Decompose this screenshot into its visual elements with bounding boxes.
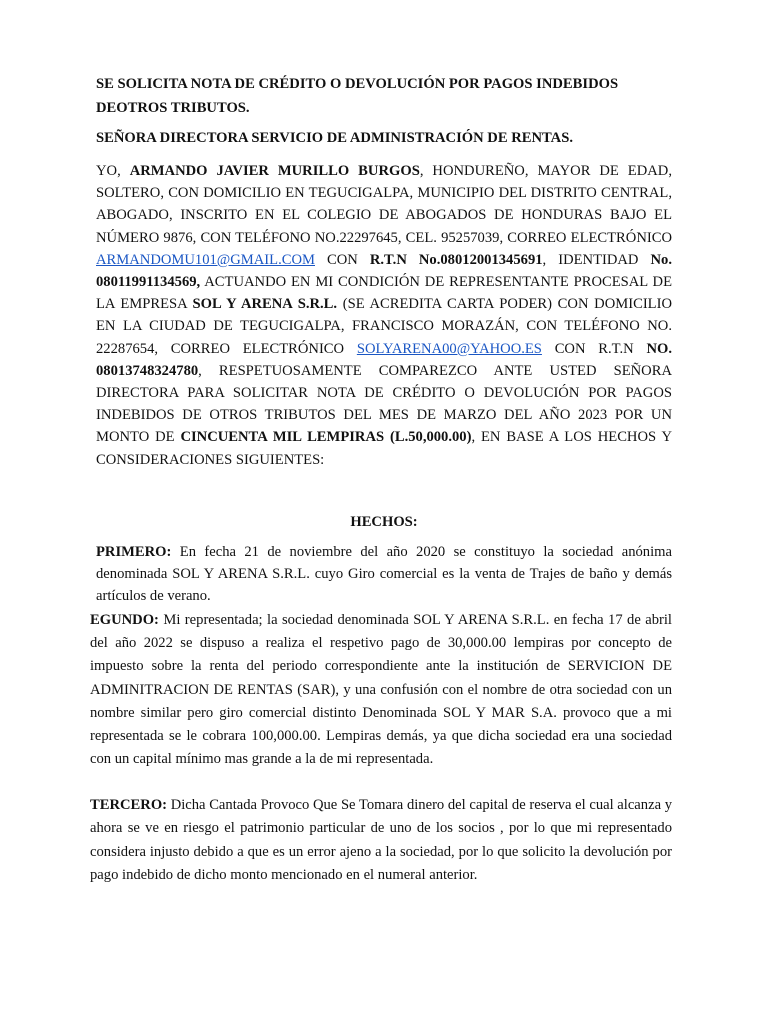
rtn-company: NO. 08013748324780 [96, 340, 672, 379]
title-line-1: SE SOLICITA NOTA DE CRÉDITO O DEVOLUCIÓN POR PAGOS INDEBIDOS [96, 76, 619, 92]
intro-text: , HONDUREÑO, MAYOR DE EDAD, SOLTERO, CON DOMICILIO EN TEGUCIGALPA, MUNICIPIO DEL DISTRITO CENTRAL, ABOGADO, INSCRITO EN EL COLEGIO DE ABOGADOS DE HONDURAS BAJO EL NÚMERO 9876, CON TELÉFONO NO.22297645, CEL. 95257039, CORREO ELECTRÓNICO [96, 163, 672, 246]
email-link-petitioner[interactable]: ARMANDOMU101@GMAIL.COM [96, 251, 315, 268]
intro-text: YO, [96, 163, 130, 179]
intro-text: ACTUANDO EN MI CONDICIÓN DE REPRESENTANTE PROCESAL DE LA EMPRESA [96, 274, 672, 313]
fact-primero [96, 541, 672, 608]
fact-label: EGUNDO: [90, 612, 159, 628]
email-link-company[interactable]: SOLYARENA00@YAHOO.ES [356, 340, 542, 357]
addressee: SEÑORA DIRECTORA SERVICIO DE ADMINISTRACIÓN DE RENTAS. [96, 130, 573, 146]
section-heading-hechos: HECHOS: [350, 514, 418, 530]
fact-segundo [90, 609, 672, 771]
intro-paragraph [96, 160, 672, 471]
intro-text: , IDENTIDAD [542, 251, 651, 268]
intro-text: (SE ACREDITA CARTA PODER) CON DOMICILIO EN LA CIUDAD DE TEGUCIGALPA, FRANCISCO MORAZÁN, CON TELÉFONO NO. 22287654, CORREO ELECTRÓNICO [96, 296, 672, 357]
fact-label: TERCERO: [90, 797, 168, 813]
rtn-petitioner: R.T.N No.08012001345691 [369, 251, 543, 268]
intro-text: , RESPETUOSAMENTE COMPAREZCO ANTE USTED SEÑORA DIRECTORA PARA SOLICITAR NOTA DE CRÉDITO O DEVOLUCIÓN POR PAGOS INDEBIDOS DE OTROS TRIBUTOS DEL MES DE MARZO DEL AÑO 2023 POR UN MONTO DE [96, 362, 672, 446]
fact-text: Dicha Cantada Provoco Que Se Tomara dinero del capital de reserva el cual alcanza y ahora se ve en riesgo el patrimonio particular de uno de los socios , por lo que mi representado considera injusto debido a que es un error ajeno a la sociedad, por lo que solicito la devolución por pago indebido de dicho monto mencionado en el numeral anterior. [90, 797, 672, 883]
document-title [96, 72, 696, 120]
intro-text: CON [314, 251, 370, 268]
fact-text: Mi representada; la sociedad denominada SOL Y ARENA S.R.L. en fecha 17 de abril del año 2022 se dispuso a realiza el respetivo pago de 30,000.00 lempiras por concepto de impuesto sobre la renta del periodo correspondiente ante la institución de SERVICION DE ADMINITRACION DE RENTAS (SAR), y una confusión con el nombre de otra sociedad con un nombre similar pero giro comercial distinto Denominada SOL Y MAR S.A. provoco que a mi representada se le cobrara 100,000.00. Lempiras demás, ya que dicha sociedad era una sociedad con un capital mínimo mas grande a la de mi representada. [90, 612, 672, 768]
petitioner-name: ARMANDO JAVIER MURILLO BURGOS [129, 163, 420, 179]
company-name: SOL Y ARENA S.R.L. [192, 296, 338, 313]
requested-amount: CINCUENTA MIL LEMPIRAS (L.50,000.00) [180, 429, 472, 446]
title-line-2: DEOTROS TRIBUTOS. [96, 100, 250, 116]
intro-text: , EN BASE A LOS HECHOS Y CONSIDERACIONES SIGUIENTES: [96, 429, 672, 468]
identity-number: No. 08011991134569, [96, 251, 672, 291]
fact-label: PRIMERO: [96, 544, 172, 560]
fact-text: En fecha 21 de noviembre del año 2020 se constituyo la sociedad anónima denominada SOL Y ARENA S.R.L. cuyo Giro comercial es la venta de Trajes de baño y demás artículos de verano. [96, 544, 672, 605]
intro-text: CON R.T.N [541, 340, 647, 357]
fact-tercero [90, 794, 672, 887]
